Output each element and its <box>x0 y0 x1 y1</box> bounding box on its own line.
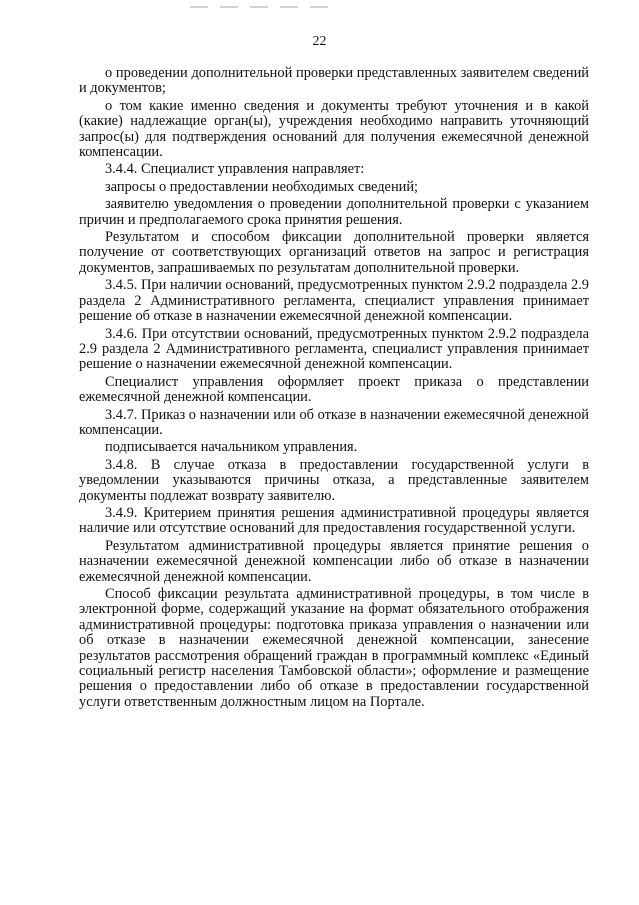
paragraph: 3.4.5. При наличии оснований, предусмотренных пунктом 2.9.2 подраздела 2.9 раздела 2 Административного регламента, специалист управления принимает решение об отказе в назначении ежемесячной денежной компенсации. <box>79 277 589 325</box>
page-number: 22 <box>312 34 327 49</box>
paragraph: подписывается начальником управления. <box>105 439 358 456</box>
paragraph: Специалист управления оформляет проект приказа о представлении ежемесячной денежной компенсации. <box>79 373 589 406</box>
paragraph: 3.4.4. Специалист управления направляет: <box>105 161 365 178</box>
paragraph: 3.4.9. Критерием принятия решения административной процедуры является наличие или отсутствие оснований для предоставления государственной услуги. <box>79 504 589 537</box>
paragraph: Результатом и способом фиксации дополнительной проверки является получение от соответствующих организаций ответов на запрос и регистрация документов, запрашиваемых по результатам дополнительной проверки. <box>79 229 589 276</box>
scan-artifact <box>190 6 340 8</box>
document-body <box>79 66 589 712</box>
paragraph: о проведении дополнительной проверки представленных заявителем сведений и документов; <box>79 65 589 97</box>
paragraph: заявителю уведомления о проведении дополнительной проверки с указанием причин и предполагаемого срока принятия решения. <box>79 196 589 228</box>
paragraph: Способ фиксации результата административной процедуры, в том числе в электронной форме, содержащий указание на формат обязательного отображения административной процедуры: подготовка приказа управления о назначении или об отказе в назначении ежемесячной денежной компенсации, занесение результатов рассмотрения обращений граждан в программный комплекс «Единый социальный регистр населения Тамбовской области»; оформление и размещение решения о предоставлении либо об отказе в предоставлении государственной услуги ответственным должностным лицом на Портале. <box>79 586 589 710</box>
paragraph: 3.4.8. В случае отказа в предоставлении государственной услуги в уведомлении указываются причины отказа, а представленные заявителем документы подлежат возврату заявителю. <box>79 456 589 504</box>
paragraph: Результатом административной процедуры является принятие решения о назначении ежемесячной денежной компенсации либо об отказе в назначении ежемесячной денежной компенсации. <box>79 537 589 585</box>
paragraph: 3.4.7. Приказ о назначении или об отказе в назначении ежемесячной денежной компенсации. <box>79 406 589 438</box>
paragraph: 3.4.6. При отсутствии оснований, предусмотренных пунктом 2.9.2 подраздела 2.9 раздела 2 Административного регламента, специалист управления принимает решение о назначении ежемесячной денежной компенсации. <box>79 325 589 373</box>
paragraph: запросы о предоставлении необходимых сведений; <box>105 178 419 195</box>
paragraph: о том какие именно сведения и документы требуют уточнения и в какой (какие) надлежащие орган(ы), учреждения необходимо направить уточняющий запрос(ы) для подтверждения оснований для получения ежемесячной денежной компенсации. <box>79 97 589 161</box>
